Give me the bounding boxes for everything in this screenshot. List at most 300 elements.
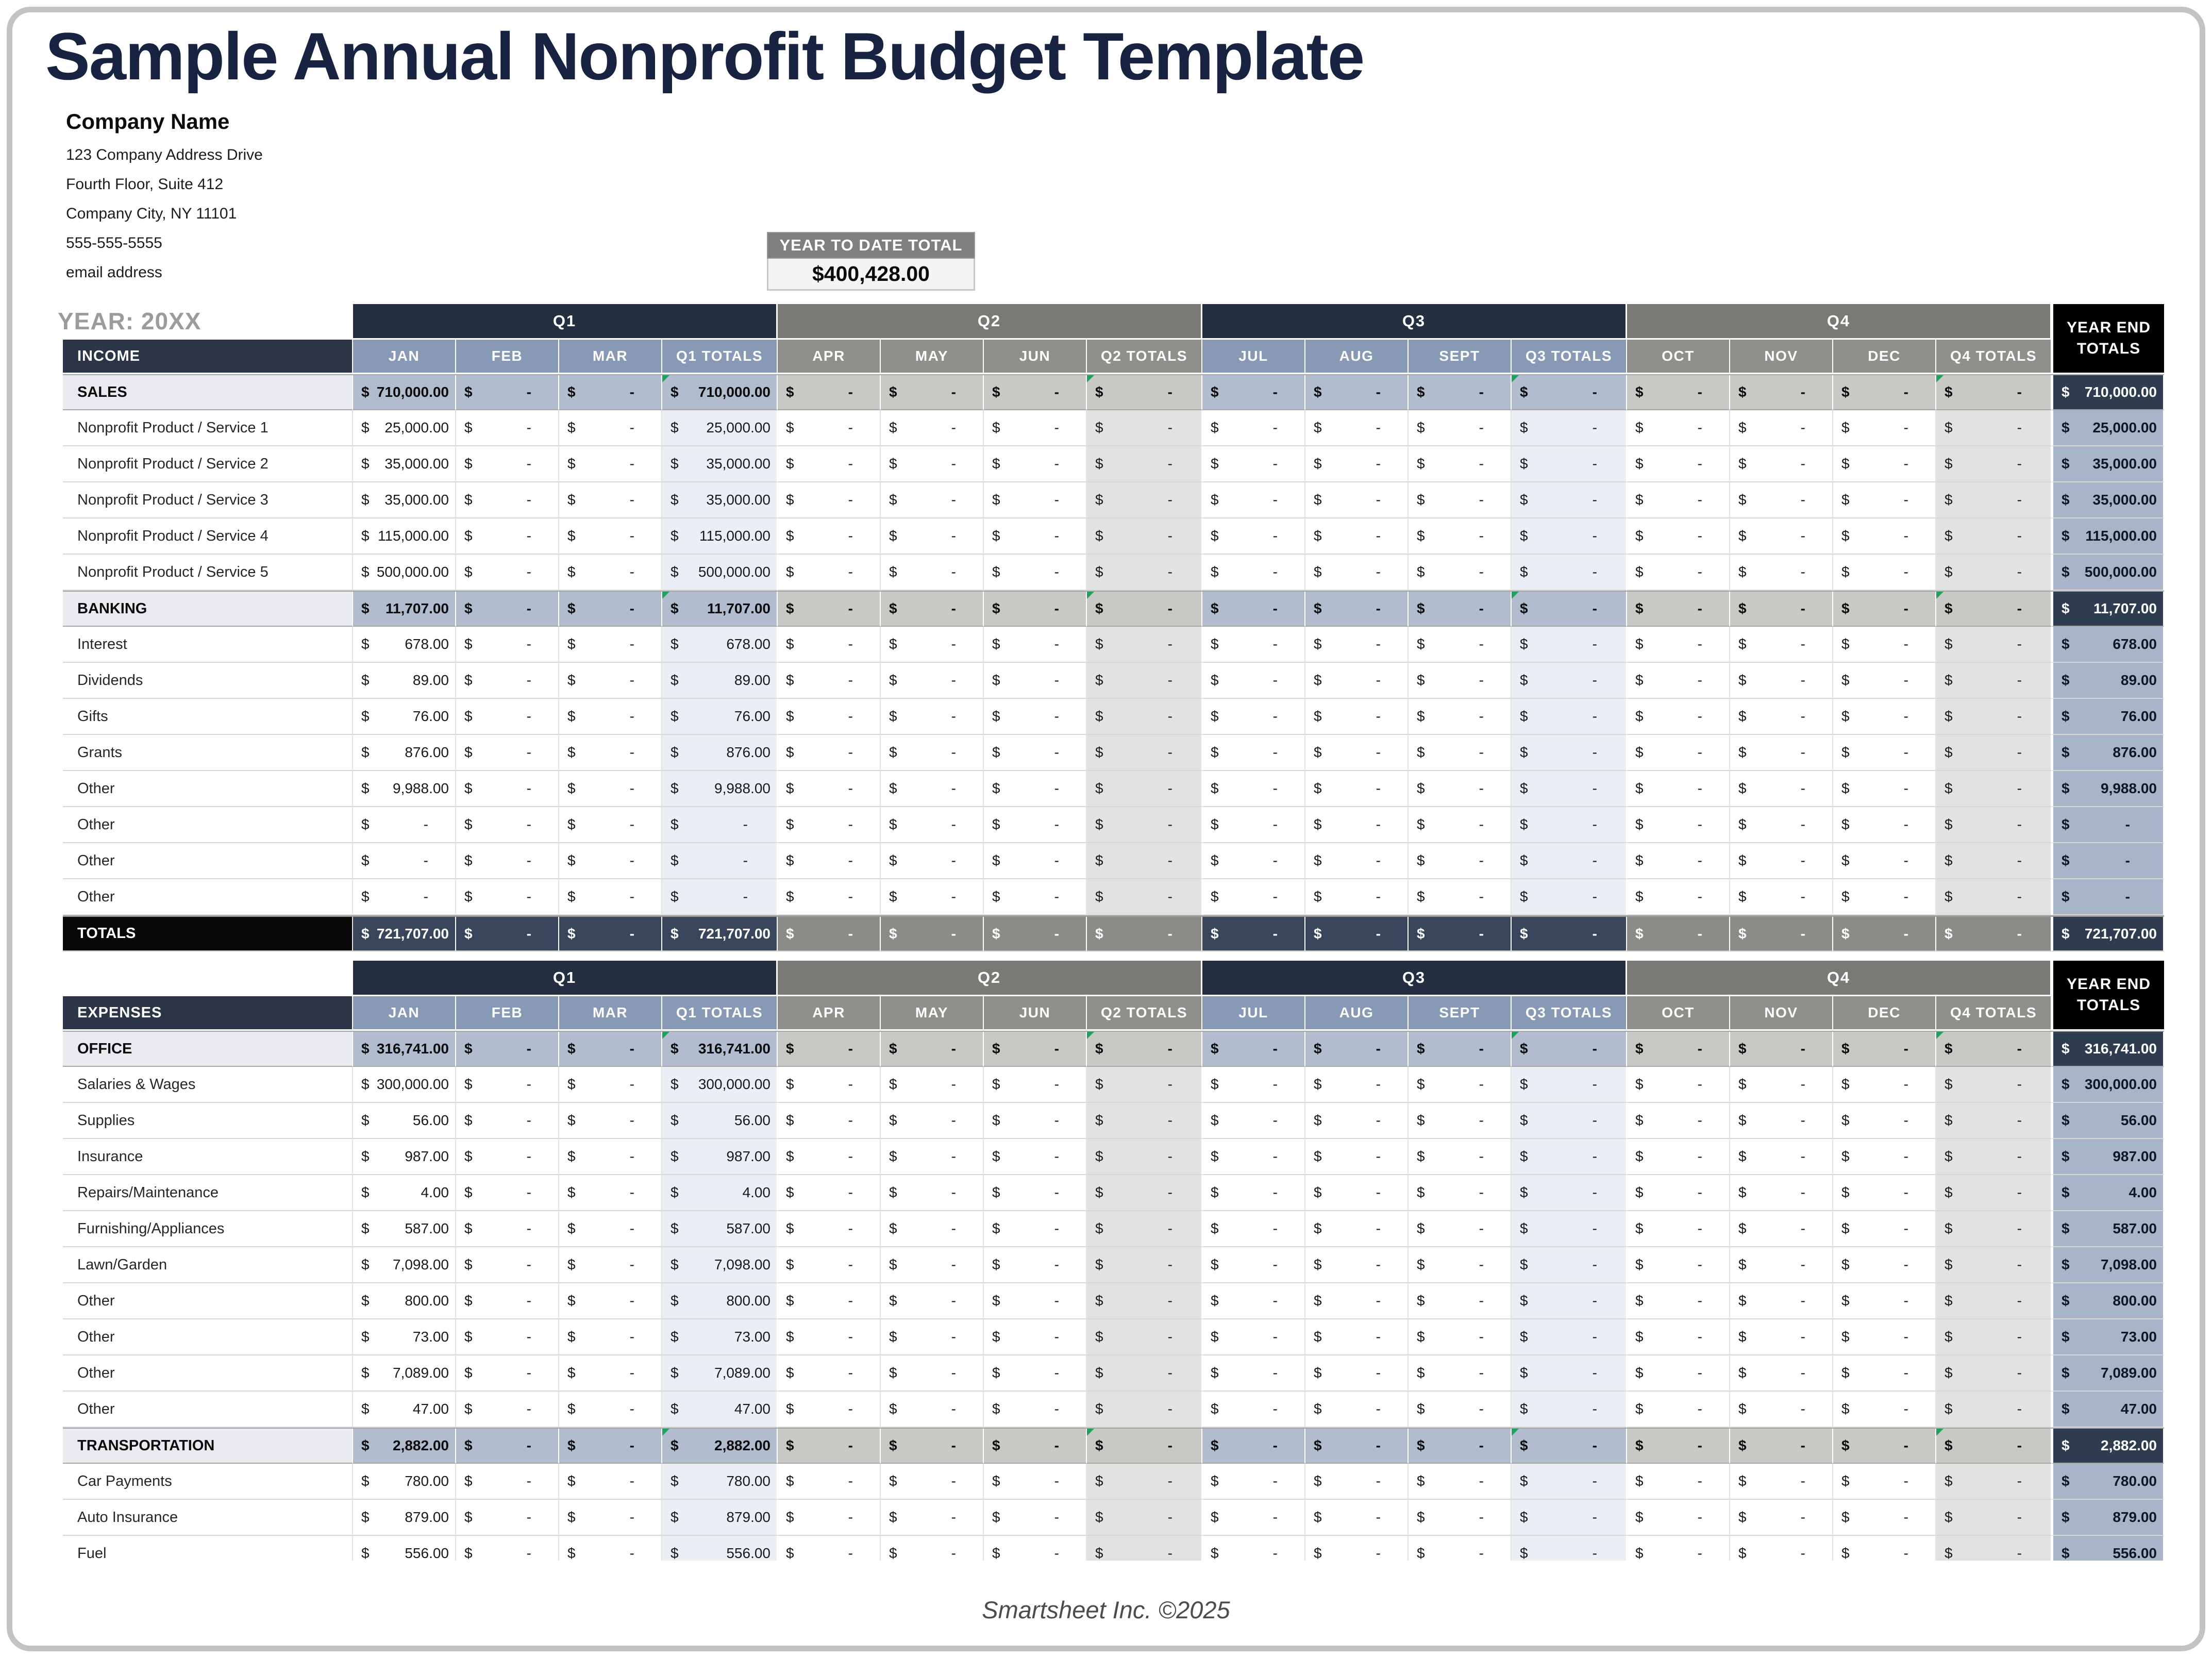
money-cell[interactable] xyxy=(1409,735,1512,771)
money-cell[interactable] xyxy=(1409,699,1512,735)
money-cell[interactable] xyxy=(2052,843,2164,879)
money-cell[interactable] xyxy=(881,410,984,446)
money-cell[interactable] xyxy=(1409,627,1512,663)
money-cell[interactable] xyxy=(1087,446,1202,482)
money-cell[interactable] xyxy=(1305,843,1409,879)
money-cell[interactable] xyxy=(778,1067,881,1103)
money-cell[interactable] xyxy=(1627,446,1730,482)
money-cell[interactable] xyxy=(456,879,559,915)
money-cell[interactable] xyxy=(1730,375,1833,410)
money-cell[interactable] xyxy=(984,843,1087,879)
money-cell[interactable] xyxy=(2052,1139,2164,1175)
money-cell[interactable] xyxy=(1833,1067,1936,1103)
money-cell[interactable] xyxy=(353,1247,456,1283)
money-cell[interactable] xyxy=(662,555,778,591)
money-cell[interactable] xyxy=(1936,879,2052,915)
money-cell[interactable] xyxy=(456,555,559,591)
money-cell[interactable] xyxy=(1627,699,1730,735)
money-cell[interactable] xyxy=(1936,1283,2052,1319)
money-cell[interactable] xyxy=(1627,843,1730,879)
money-cell[interactable] xyxy=(1512,446,1627,482)
money-cell[interactable] xyxy=(1087,663,1202,699)
money-cell[interactable] xyxy=(1512,735,1627,771)
money-cell[interactable] xyxy=(1627,482,1730,518)
row-label-cell[interactable]: BANKING xyxy=(63,592,353,627)
money-cell[interactable] xyxy=(1833,1211,1936,1247)
money-cell[interactable] xyxy=(1627,1175,1730,1211)
money-cell[interactable] xyxy=(881,807,984,843)
money-cell[interactable] xyxy=(1512,482,1627,518)
money-cell[interactable] xyxy=(1730,735,1833,771)
money-cell[interactable] xyxy=(1833,771,1936,807)
money-cell[interactable] xyxy=(1409,879,1512,915)
money-cell[interactable] xyxy=(984,1536,1087,1561)
money-cell[interactable] xyxy=(456,1103,559,1139)
money-cell[interactable] xyxy=(881,1355,984,1392)
money-cell[interactable] xyxy=(559,1283,662,1319)
money-cell[interactable] xyxy=(559,518,662,555)
money-cell[interactable] xyxy=(1936,375,2052,410)
money-cell[interactable] xyxy=(662,917,778,951)
money-cell[interactable] xyxy=(1936,771,2052,807)
money-cell[interactable] xyxy=(2052,1247,2164,1283)
money-cell[interactable] xyxy=(1627,1355,1730,1392)
money-cell[interactable] xyxy=(2052,1500,2164,1536)
money-cell[interactable] xyxy=(1409,518,1512,555)
money-cell[interactable] xyxy=(1936,1067,2052,1103)
row-label-cell[interactable]: OFFICE xyxy=(63,1032,353,1067)
money-cell[interactable] xyxy=(1833,699,1936,735)
money-cell[interactable] xyxy=(1202,518,1305,555)
money-cell[interactable] xyxy=(353,410,456,446)
money-cell[interactable] xyxy=(1833,1032,1936,1067)
money-cell[interactable] xyxy=(1305,1500,1409,1536)
money-cell[interactable] xyxy=(1730,699,1833,735)
money-cell[interactable] xyxy=(353,1067,456,1103)
row-label-cell[interactable]: Lawn/Garden xyxy=(63,1247,353,1283)
money-cell[interactable] xyxy=(559,1355,662,1392)
money-cell[interactable] xyxy=(1730,592,1833,627)
money-cell[interactable] xyxy=(2052,1429,2164,1464)
money-cell[interactable] xyxy=(2052,446,2164,482)
money-cell[interactable] xyxy=(984,1283,1087,1319)
money-cell[interactable] xyxy=(1305,1429,1409,1464)
money-cell[interactable] xyxy=(1202,771,1305,807)
money-cell[interactable] xyxy=(662,375,778,410)
money-cell[interactable] xyxy=(559,1429,662,1464)
money-cell[interactable] xyxy=(1087,1464,1202,1500)
money-cell[interactable] xyxy=(1409,807,1512,843)
money-cell[interactable] xyxy=(2052,1536,2164,1561)
money-cell[interactable] xyxy=(2052,1032,2164,1067)
money-cell[interactable] xyxy=(1202,1247,1305,1283)
money-cell[interactable] xyxy=(881,663,984,699)
money-cell[interactable] xyxy=(1087,771,1202,807)
row-label-cell[interactable]: Dividends xyxy=(63,663,353,699)
money-cell[interactable] xyxy=(353,446,456,482)
money-cell[interactable] xyxy=(353,1175,456,1211)
money-cell[interactable] xyxy=(778,1139,881,1175)
money-cell[interactable] xyxy=(456,627,559,663)
money-cell[interactable] xyxy=(1833,879,1936,915)
money-cell[interactable] xyxy=(456,482,559,518)
money-cell[interactable] xyxy=(1512,1247,1627,1283)
money-cell[interactable] xyxy=(778,1355,881,1392)
row-label-cell[interactable]: Gifts xyxy=(63,699,353,735)
money-cell[interactable] xyxy=(1512,1355,1627,1392)
row-label-cell[interactable]: Other xyxy=(63,1283,353,1319)
money-cell[interactable] xyxy=(559,663,662,699)
money-cell[interactable] xyxy=(456,410,559,446)
money-cell[interactable] xyxy=(559,410,662,446)
money-cell[interactable] xyxy=(353,627,456,663)
money-cell[interactable] xyxy=(1936,1464,2052,1500)
money-cell[interactable] xyxy=(1305,1464,1409,1500)
money-cell[interactable] xyxy=(984,482,1087,518)
money-cell[interactable] xyxy=(662,1247,778,1283)
money-cell[interactable] xyxy=(1627,771,1730,807)
money-cell[interactable] xyxy=(1409,1175,1512,1211)
money-cell[interactable] xyxy=(1833,410,1936,446)
money-cell[interactable] xyxy=(456,1247,559,1283)
money-cell[interactable] xyxy=(1512,518,1627,555)
money-cell[interactable] xyxy=(1512,592,1627,627)
row-label-cell[interactable]: Other xyxy=(63,1319,353,1355)
money-cell[interactable] xyxy=(353,1319,456,1355)
money-cell[interactable] xyxy=(1202,879,1305,915)
money-cell[interactable] xyxy=(881,1283,984,1319)
money-cell[interactable] xyxy=(984,1319,1087,1355)
money-cell[interactable] xyxy=(662,1500,778,1536)
money-cell[interactable] xyxy=(1730,663,1833,699)
money-cell[interactable] xyxy=(2052,879,2164,915)
money-cell[interactable] xyxy=(778,446,881,482)
money-cell[interactable] xyxy=(1627,592,1730,627)
money-cell[interactable] xyxy=(559,843,662,879)
money-cell[interactable] xyxy=(1936,1500,2052,1536)
money-cell[interactable] xyxy=(559,482,662,518)
money-cell[interactable] xyxy=(1512,1067,1627,1103)
money-cell[interactable] xyxy=(984,1067,1087,1103)
money-cell[interactable] xyxy=(662,410,778,446)
money-cell[interactable] xyxy=(778,771,881,807)
money-cell[interactable] xyxy=(353,592,456,627)
money-cell[interactable] xyxy=(353,482,456,518)
money-cell[interactable] xyxy=(1087,1283,1202,1319)
money-cell[interactable] xyxy=(1409,592,1512,627)
money-cell[interactable] xyxy=(1087,518,1202,555)
money-cell[interactable] xyxy=(881,1500,984,1536)
money-cell[interactable] xyxy=(1202,699,1305,735)
money-cell[interactable] xyxy=(1409,1429,1512,1464)
money-cell[interactable] xyxy=(559,555,662,591)
money-cell[interactable] xyxy=(559,699,662,735)
money-cell[interactable] xyxy=(2052,735,2164,771)
money-cell[interactable] xyxy=(1087,735,1202,771)
money-cell[interactable] xyxy=(1409,663,1512,699)
money-cell[interactable] xyxy=(559,879,662,915)
money-cell[interactable] xyxy=(1305,592,1409,627)
money-cell[interactable] xyxy=(1627,1283,1730,1319)
money-cell[interactable] xyxy=(662,1464,778,1500)
money-cell[interactable] xyxy=(1512,1139,1627,1175)
money-cell[interactable] xyxy=(1087,1247,1202,1283)
money-cell[interactable] xyxy=(559,1067,662,1103)
money-cell[interactable] xyxy=(1202,917,1305,951)
money-cell[interactable] xyxy=(559,592,662,627)
money-cell[interactable] xyxy=(1730,1175,1833,1211)
money-cell[interactable] xyxy=(2052,1464,2164,1500)
money-cell[interactable] xyxy=(1833,735,1936,771)
money-cell[interactable] xyxy=(1409,1211,1512,1247)
money-cell[interactable] xyxy=(1202,735,1305,771)
money-cell[interactable] xyxy=(1305,771,1409,807)
money-cell[interactable] xyxy=(881,1139,984,1175)
money-cell[interactable] xyxy=(1627,410,1730,446)
money-cell[interactable] xyxy=(881,1536,984,1561)
money-cell[interactable] xyxy=(1202,555,1305,591)
money-cell[interactable] xyxy=(1305,1175,1409,1211)
row-label-cell[interactable]: Repairs/Maintenance xyxy=(63,1175,353,1211)
money-cell[interactable] xyxy=(1936,1319,2052,1355)
money-cell[interactable] xyxy=(881,1211,984,1247)
money-cell[interactable] xyxy=(881,446,984,482)
money-cell[interactable] xyxy=(778,518,881,555)
money-cell[interactable] xyxy=(353,917,456,951)
money-cell[interactable] xyxy=(662,1103,778,1139)
row-label-cell[interactable]: Fuel xyxy=(63,1536,353,1561)
money-cell[interactable] xyxy=(1087,1139,1202,1175)
row-label-cell[interactable]: Other xyxy=(63,771,353,807)
money-cell[interactable] xyxy=(1305,1319,1409,1355)
money-cell[interactable] xyxy=(1730,1392,1833,1428)
money-cell[interactable] xyxy=(1305,1392,1409,1428)
money-cell[interactable] xyxy=(1087,555,1202,591)
money-cell[interactable] xyxy=(984,1500,1087,1536)
money-cell[interactable] xyxy=(2052,1175,2164,1211)
money-cell[interactable] xyxy=(1936,1536,2052,1561)
money-cell[interactable] xyxy=(559,1032,662,1067)
money-cell[interactable] xyxy=(559,375,662,410)
money-cell[interactable] xyxy=(1833,1500,1936,1536)
money-cell[interactable] xyxy=(1833,917,1936,951)
money-cell[interactable] xyxy=(2052,1392,2164,1428)
money-cell[interactable] xyxy=(1936,843,2052,879)
money-cell[interactable] xyxy=(1409,1392,1512,1428)
money-cell[interactable] xyxy=(1512,663,1627,699)
money-cell[interactable] xyxy=(1833,663,1936,699)
money-cell[interactable] xyxy=(1409,1500,1512,1536)
row-label-cell[interactable]: Nonprofit Product / Service 2 xyxy=(63,446,353,482)
money-cell[interactable] xyxy=(456,1211,559,1247)
money-cell[interactable] xyxy=(1202,482,1305,518)
money-cell[interactable] xyxy=(1833,375,1936,410)
money-cell[interactable] xyxy=(1512,1283,1627,1319)
money-cell[interactable] xyxy=(778,1392,881,1428)
money-cell[interactable] xyxy=(1730,482,1833,518)
money-cell[interactable] xyxy=(1409,1067,1512,1103)
money-cell[interactable] xyxy=(559,446,662,482)
money-cell[interactable] xyxy=(456,1032,559,1067)
money-cell[interactable] xyxy=(1730,1211,1833,1247)
money-cell[interactable] xyxy=(881,518,984,555)
money-cell[interactable] xyxy=(559,627,662,663)
money-cell[interactable] xyxy=(1730,1032,1833,1067)
ytd-total-value[interactable]: $400,428.00 xyxy=(767,259,975,291)
money-cell[interactable] xyxy=(1087,1536,1202,1561)
money-cell[interactable] xyxy=(778,1319,881,1355)
row-label-cell[interactable]: SALES xyxy=(63,375,353,410)
money-cell[interactable] xyxy=(559,807,662,843)
row-label-cell[interactable]: Auto Insurance xyxy=(63,1500,353,1536)
money-cell[interactable] xyxy=(778,1536,881,1561)
money-cell[interactable] xyxy=(1936,1211,2052,1247)
money-cell[interactable] xyxy=(662,446,778,482)
money-cell[interactable] xyxy=(1087,375,1202,410)
money-cell[interactable] xyxy=(1409,1319,1512,1355)
money-cell[interactable] xyxy=(1730,879,1833,915)
money-cell[interactable] xyxy=(1202,1464,1305,1500)
money-cell[interactable] xyxy=(1305,446,1409,482)
money-cell[interactable] xyxy=(2052,1067,2164,1103)
money-cell[interactable] xyxy=(984,917,1087,951)
money-cell[interactable] xyxy=(1305,917,1409,951)
money-cell[interactable] xyxy=(1936,592,2052,627)
money-cell[interactable] xyxy=(1305,1067,1409,1103)
money-cell[interactable] xyxy=(1730,446,1833,482)
money-cell[interactable] xyxy=(881,592,984,627)
money-cell[interactable] xyxy=(1512,843,1627,879)
money-cell[interactable] xyxy=(1512,555,1627,591)
money-cell[interactable] xyxy=(1087,1175,1202,1211)
money-cell[interactable] xyxy=(1730,1355,1833,1392)
row-label-cell[interactable]: Other xyxy=(63,879,353,915)
money-cell[interactable] xyxy=(984,663,1087,699)
row-label-cell[interactable]: Nonprofit Product / Service 4 xyxy=(63,518,353,555)
money-cell[interactable] xyxy=(559,917,662,951)
money-cell[interactable] xyxy=(1087,1067,1202,1103)
money-cell[interactable] xyxy=(1202,1175,1305,1211)
money-cell[interactable] xyxy=(662,1067,778,1103)
money-cell[interactable] xyxy=(1730,518,1833,555)
money-cell[interactable] xyxy=(881,735,984,771)
money-cell[interactable] xyxy=(1833,555,1936,591)
money-cell[interactable] xyxy=(1305,518,1409,555)
money-cell[interactable] xyxy=(1730,627,1833,663)
money-cell[interactable] xyxy=(662,627,778,663)
money-cell[interactable] xyxy=(1409,446,1512,482)
money-cell[interactable] xyxy=(456,592,559,627)
money-cell[interactable] xyxy=(881,1392,984,1428)
money-cell[interactable] xyxy=(1409,375,1512,410)
money-cell[interactable] xyxy=(353,843,456,879)
money-cell[interactable] xyxy=(2052,627,2164,663)
money-cell[interactable] xyxy=(778,375,881,410)
money-cell[interactable] xyxy=(1202,627,1305,663)
money-cell[interactable] xyxy=(1833,1283,1936,1319)
money-cell[interactable] xyxy=(1936,807,2052,843)
money-cell[interactable] xyxy=(456,699,559,735)
money-cell[interactable] xyxy=(984,1139,1087,1175)
money-cell[interactable] xyxy=(1305,1536,1409,1561)
money-cell[interactable] xyxy=(2052,410,2164,446)
money-cell[interactable] xyxy=(1627,627,1730,663)
money-cell[interactable] xyxy=(353,1355,456,1392)
money-cell[interactable] xyxy=(1833,592,1936,627)
money-cell[interactable] xyxy=(1512,1500,1627,1536)
money-cell[interactable] xyxy=(1936,699,2052,735)
money-cell[interactable] xyxy=(984,446,1087,482)
money-cell[interactable] xyxy=(881,771,984,807)
money-cell[interactable] xyxy=(881,1175,984,1211)
money-cell[interactable] xyxy=(1087,627,1202,663)
money-cell[interactable] xyxy=(353,1536,456,1561)
money-cell[interactable] xyxy=(1512,1536,1627,1561)
money-cell[interactable] xyxy=(778,555,881,591)
money-cell[interactable] xyxy=(456,1500,559,1536)
money-cell[interactable] xyxy=(559,1247,662,1283)
money-cell[interactable] xyxy=(984,879,1087,915)
money-cell[interactable] xyxy=(353,1032,456,1067)
money-cell[interactable] xyxy=(2052,807,2164,843)
money-cell[interactable] xyxy=(456,1139,559,1175)
money-cell[interactable] xyxy=(1087,1103,1202,1139)
money-cell[interactable] xyxy=(1305,699,1409,735)
money-cell[interactable] xyxy=(778,410,881,446)
money-cell[interactable] xyxy=(1512,699,1627,735)
money-cell[interactable] xyxy=(662,1032,778,1067)
money-cell[interactable] xyxy=(1936,518,2052,555)
money-cell[interactable] xyxy=(456,663,559,699)
money-cell[interactable] xyxy=(881,843,984,879)
money-cell[interactable] xyxy=(1730,771,1833,807)
money-cell[interactable] xyxy=(559,771,662,807)
money-cell[interactable] xyxy=(662,1429,778,1464)
row-label-cell[interactable]: Grants xyxy=(63,735,353,771)
money-cell[interactable] xyxy=(662,879,778,915)
money-cell[interactable] xyxy=(662,1211,778,1247)
money-cell[interactable] xyxy=(353,1283,456,1319)
money-cell[interactable] xyxy=(2052,375,2164,410)
money-cell[interactable] xyxy=(778,699,881,735)
money-cell[interactable] xyxy=(1202,663,1305,699)
money-cell[interactable] xyxy=(1833,1392,1936,1428)
money-cell[interactable] xyxy=(984,375,1087,410)
money-cell[interactable] xyxy=(456,1429,559,1464)
money-cell[interactable] xyxy=(1833,518,1936,555)
money-cell[interactable] xyxy=(1087,1429,1202,1464)
money-cell[interactable] xyxy=(1409,917,1512,951)
money-cell[interactable] xyxy=(881,555,984,591)
row-label-cell[interactable]: Other xyxy=(63,807,353,843)
money-cell[interactable] xyxy=(1833,1355,1936,1392)
money-cell[interactable] xyxy=(1305,879,1409,915)
money-cell[interactable] xyxy=(1730,410,1833,446)
money-cell[interactable] xyxy=(1730,1247,1833,1283)
money-cell[interactable] xyxy=(984,807,1087,843)
money-cell[interactable] xyxy=(456,1355,559,1392)
money-cell[interactable] xyxy=(1409,1464,1512,1500)
money-cell[interactable] xyxy=(353,1500,456,1536)
money-cell[interactable] xyxy=(1936,1032,2052,1067)
money-cell[interactable] xyxy=(559,1175,662,1211)
money-cell[interactable] xyxy=(881,699,984,735)
money-cell[interactable] xyxy=(1087,1355,1202,1392)
money-cell[interactable] xyxy=(1202,592,1305,627)
money-cell[interactable] xyxy=(353,555,456,591)
money-cell[interactable] xyxy=(984,1211,1087,1247)
money-cell[interactable] xyxy=(984,735,1087,771)
